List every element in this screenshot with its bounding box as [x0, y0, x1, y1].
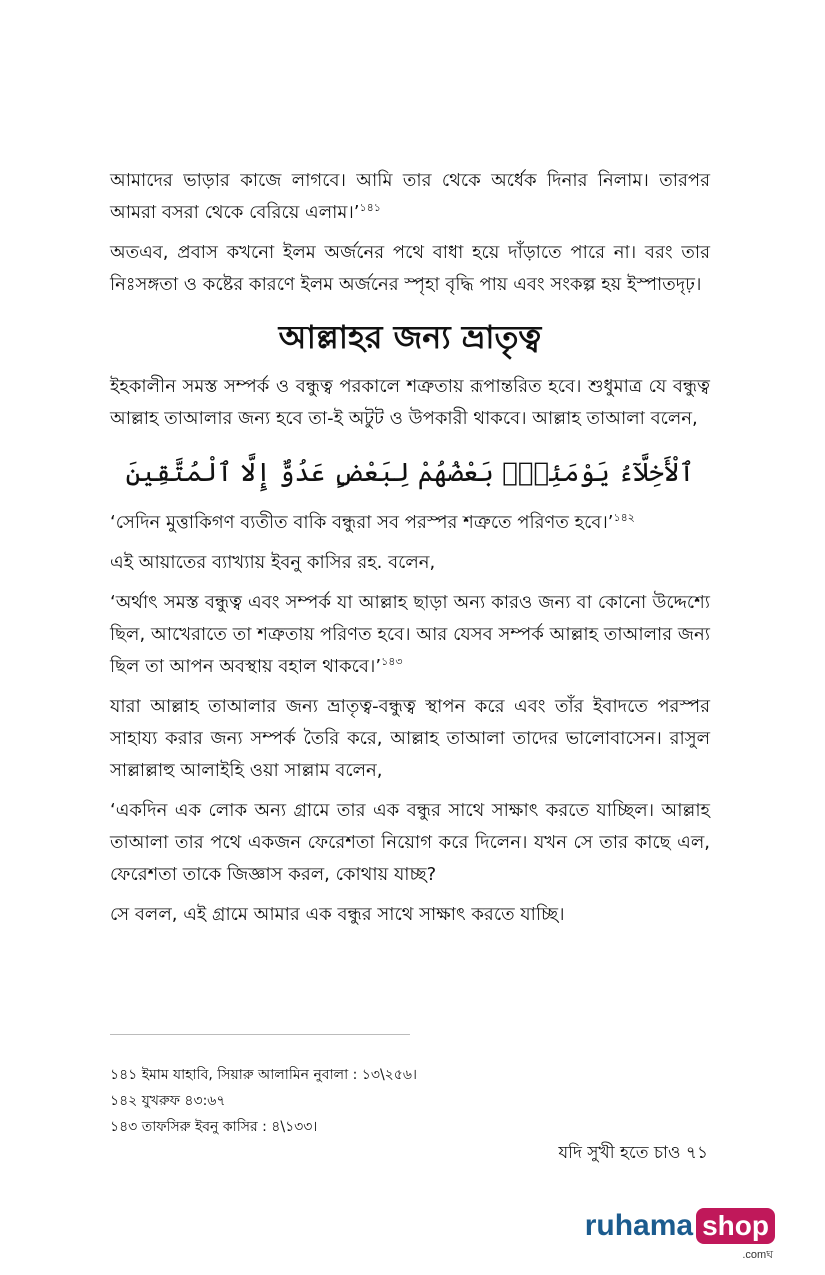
footnote-143: ১৪৩ তাফসিরু ইবনু কাসির : ৪\১৩৩। [110, 1119, 318, 1135]
paragraph-4 [110, 507, 710, 539]
paragraph-1 [110, 165, 710, 229]
section-heading: আল্লাহর জন্য ভ্রাতৃত্ব [278, 318, 542, 356]
paragraph-5: এই আয়াতের ব্যাখ্যায় ইবনু কাসির রহ. বলেন, [110, 552, 436, 573]
paragraph-3: ইহকালীন সমস্ত সম্পর্ক ও বন্ধুত্ব পরকালে শত্রুতায় রূপান্তরিত হবে। শুধুমাত্র যে বন্ধুত্ব আল্লাহ তাআলার জন্য হবে তা-ই অটুট ও উপকারী থাকবে। আল্লাহ তাআলা বলেন, [110, 376, 710, 429]
footnote-divider [110, 1034, 410, 1035]
footnote-ref-142[interactable]: ১৪২ [613, 511, 635, 524]
ruhamashop-logo [584, 1208, 775, 1261]
logo-domain: .comঘ [742, 1249, 773, 1261]
quran-verse: ٱلْأَخِلَّآءُ يَوْمَئِذٍۭ بَعْضُهُمْ لِبَعْضٍ عَدُوٌّ إِلَّا ٱلْمُتَّقِينَ [125, 458, 695, 488]
footnote-ref-141[interactable]: ১৪১ [359, 201, 381, 214]
footnotes [110, 1062, 710, 1140]
logo-name: ruhama [584, 1209, 694, 1242]
footnote-142: ১৪২ যুখরুফ ৪৩:৬৭ [110, 1093, 226, 1109]
logo-shop-badge: shop [696, 1208, 775, 1244]
paragraph-6-text: ‘অর্থাৎ সমস্ত বন্ধুত্ব এবং সম্পর্ক যা আল্লাহ ছাড়া অন্য কারও জন্য বা কোনো উদ্দেশ্যে ছিল, আখেরাতে তা শত্রুতায় পরিণত হবে। আর যেসব সম্পর্ক আল্লাহ তাআলার জন্য ছিল তা আপন অবস্থায় বহাল থাকবে।’ [110, 592, 710, 677]
footnote-141: ১৪১ ইমাম যাহাবি, সিয়ারু আলামিন নুবালা : ১৩\২৫৬। [110, 1067, 417, 1083]
running-footer: যদি সুখী হতে চাও ৭১ [558, 1143, 708, 1163]
paragraph-2: অতএব, প্রবাস কখনো ইলম অর্জনের পথে বাধা হয়ে দাঁড়াতে পারে না। বরং তার নিঃসঙ্গতা ও কষ্টের কারণে ইলম অর্জনের স্পৃহা বৃদ্ধি পায় এবং সংকল্প হয় ইস্পাতদৃঢ়। [110, 242, 710, 295]
paragraph-7: যারা আল্লাহ তাআলার জন্য ভ্রাতৃত্ব-বন্ধুত্ব স্থাপন করে এবং তাঁর ইবাদতে পরস্পর সাহায্য করার জন্য সম্পর্ক তৈরি করে, আল্লাহ তাআলা তাদের ভালোবাসেন। রাসুল সাল্লাল্লাহু আলাইহি ওয়া সাল্লাম বলেন, [110, 696, 710, 781]
paragraph-4-text: ‘সেদিন মুত্তাকিগণ ব্যতীত বাকি বন্ধুরা সব পরস্পর শত্রুতে পরিণত হবে।’ [110, 512, 614, 533]
paragraph-8: ‘একদিন এক লোক অন্য গ্রামে তার এক বন্ধুর সাথে সাক্ষাৎ করতে যাচ্ছিল। আল্লাহ তাআলা তার পথে একজন ফেরেশতা নিয়োগ করে দিলেন। যখন সে তার কাছে এল, ফেরেশতা তাকে জিজ্ঞাস করল, কোথায় যাচ্ছ? [110, 800, 710, 885]
paragraph-6 [110, 587, 710, 683]
paragraph-9: সে বলল, এই গ্রামে আমার এক বন্ধুর সাথে সাক্ষাৎ করতে যাচ্ছি। [110, 904, 565, 925]
page-body [110, 165, 710, 939]
footnote-ref-143[interactable]: ১৪৩ [381, 655, 403, 668]
paragraph-1-text: আমাদের ভাড়ার কাজে লাগবে। আমি তার থেকে অর্ধেক দিনার নিলাম। তারপর আমরা বসরা থেকে বেরিয়ে এলাম।’ [110, 170, 710, 223]
